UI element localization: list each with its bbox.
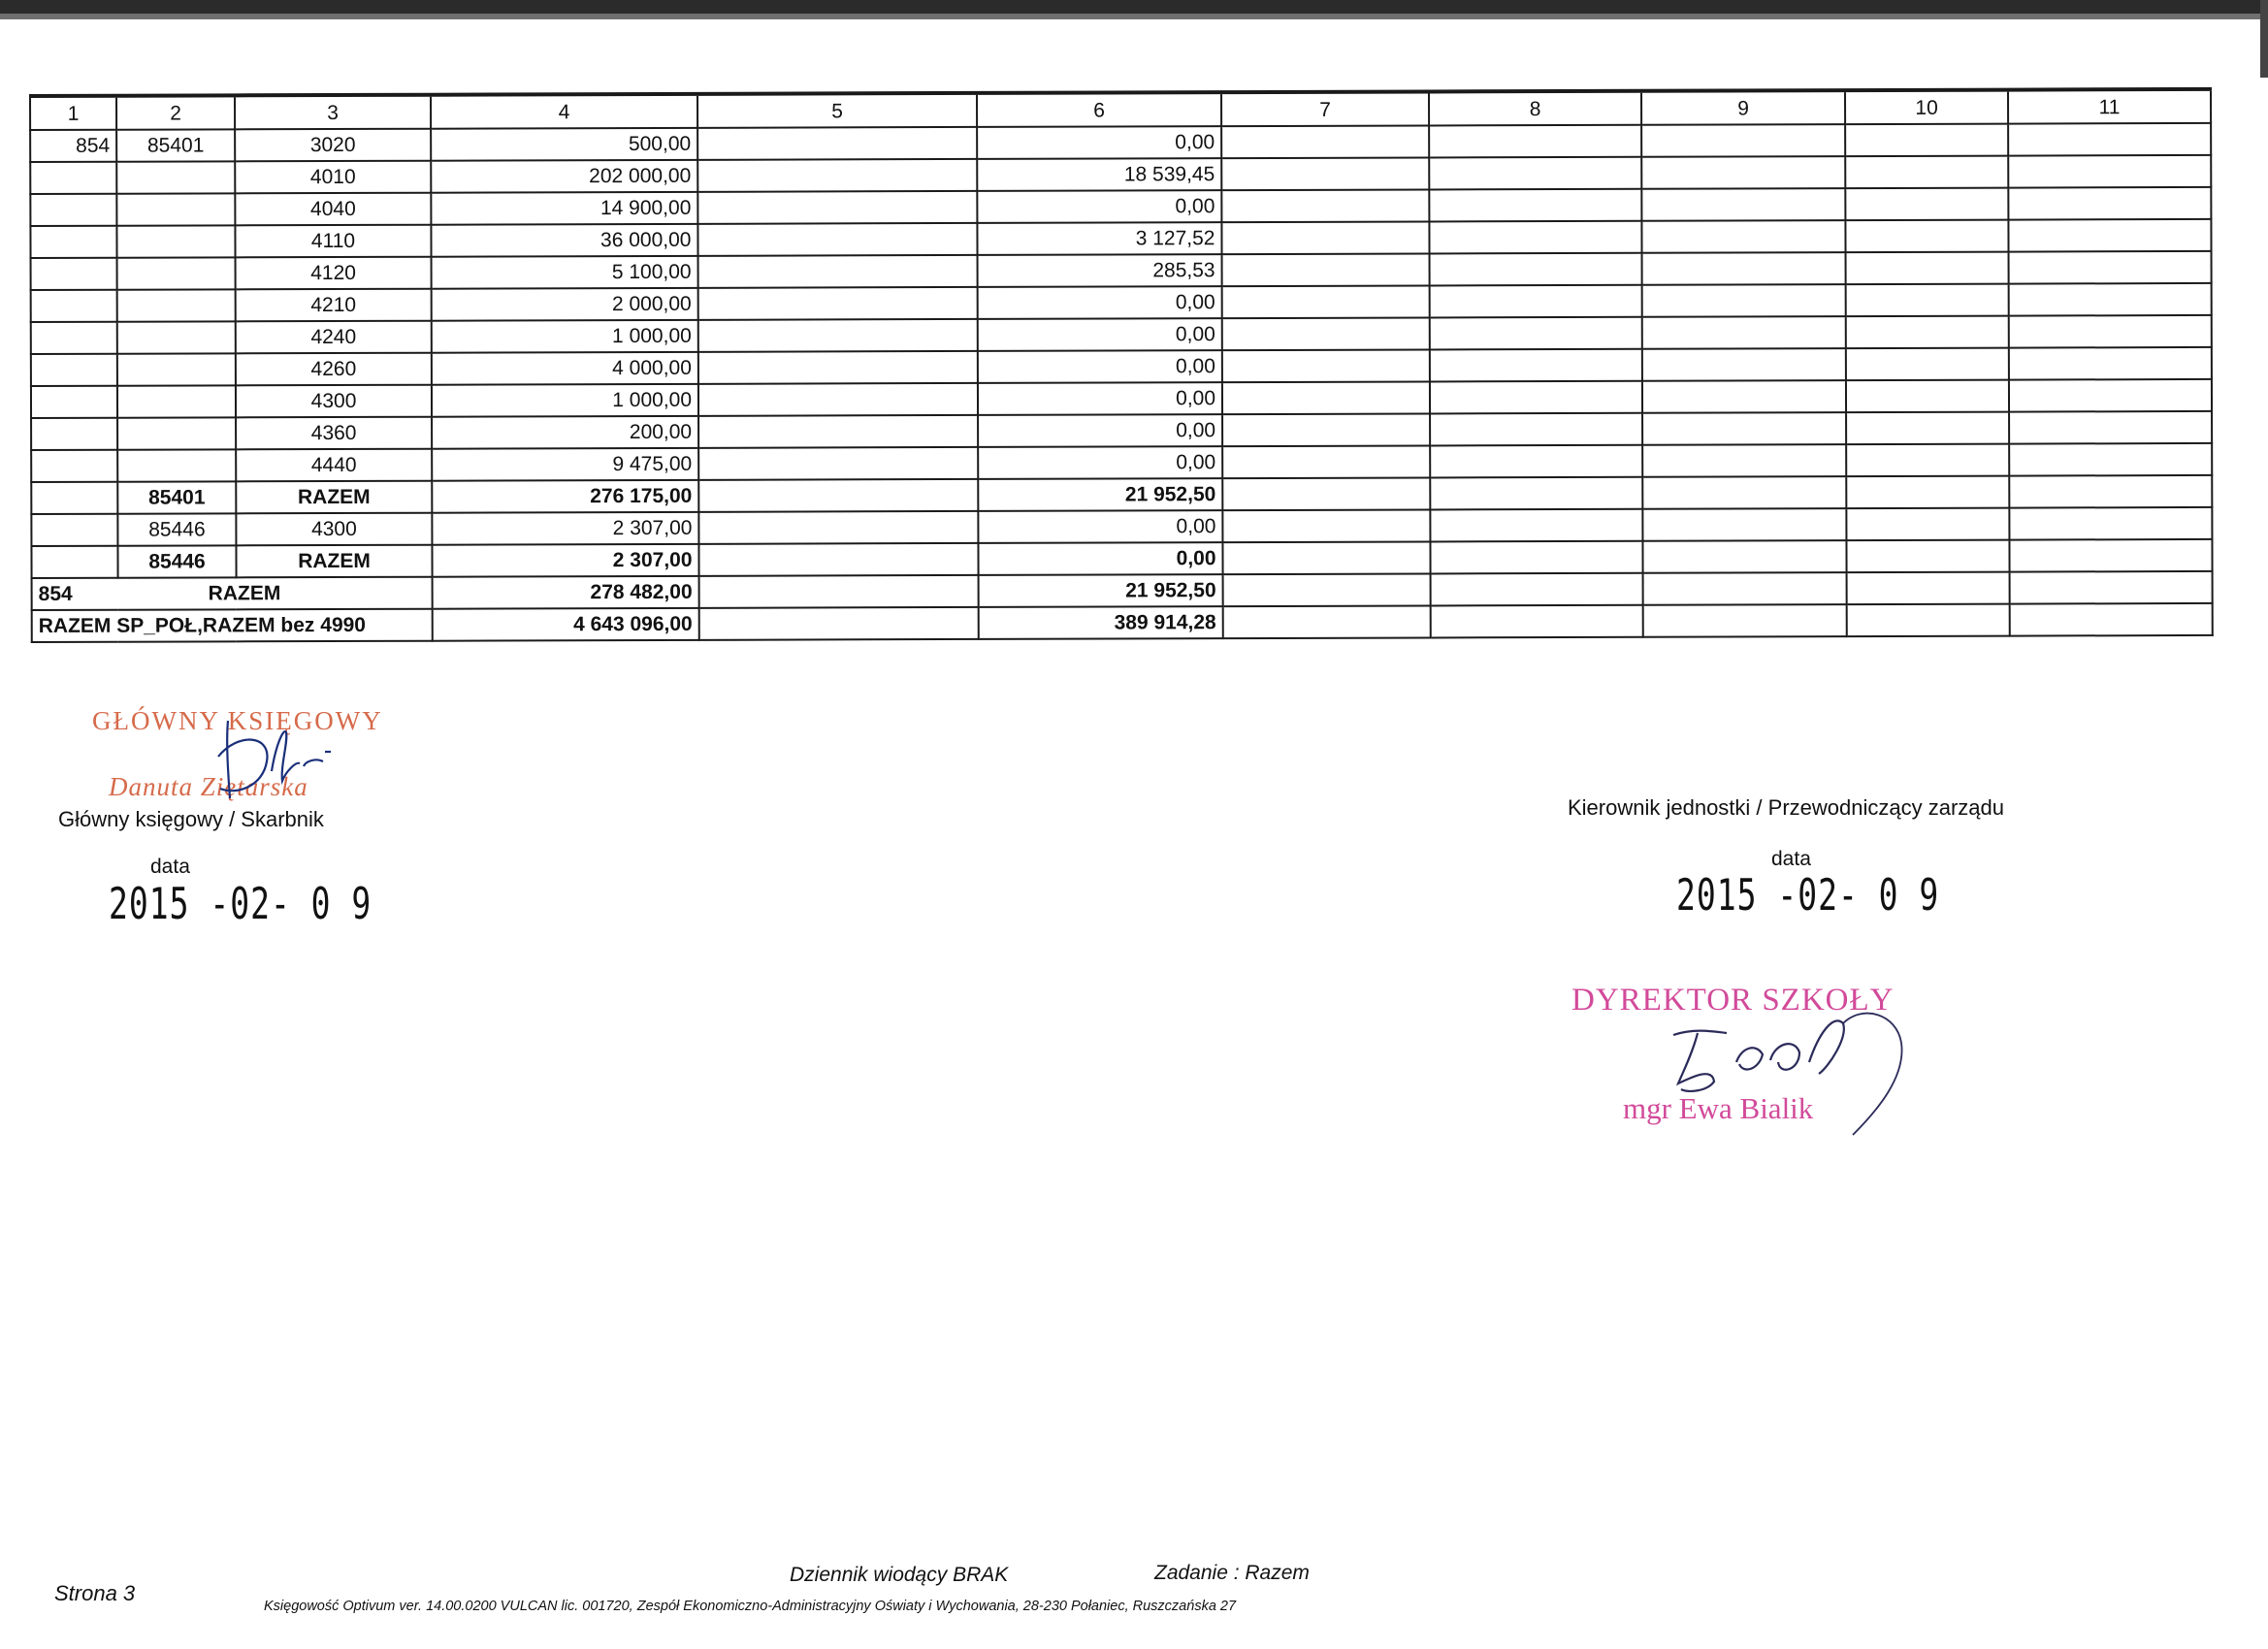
cell-empty bbox=[1430, 349, 1642, 382]
cell-empty bbox=[1642, 348, 1846, 381]
cell-empty bbox=[1430, 285, 1642, 318]
scan-edge-top-shadow bbox=[0, 14, 2268, 19]
cell-dzial bbox=[30, 194, 116, 226]
cell-rozdzial bbox=[117, 385, 236, 417]
cell-col6-value: 0,00 bbox=[978, 446, 1222, 479]
cell-empty bbox=[1430, 413, 1642, 446]
cell-empty bbox=[1846, 476, 2009, 509]
cell-empty bbox=[1430, 317, 1642, 350]
task-info: Zadanie : Razem bbox=[1154, 1562, 1310, 1584]
cell-empty bbox=[1222, 349, 1430, 382]
cell-empty bbox=[1429, 157, 1641, 190]
scan-edge-right bbox=[2260, 0, 2268, 78]
cell-empty bbox=[1221, 157, 1429, 190]
cell-empty bbox=[1846, 284, 2009, 317]
cell-empty bbox=[1222, 413, 1430, 446]
cell-empty bbox=[1642, 252, 1846, 285]
cell-empty bbox=[1846, 252, 2009, 285]
cell-col6-value: 0,00 bbox=[978, 414, 1222, 447]
cell-empty bbox=[1845, 156, 2008, 189]
director-signature bbox=[1654, 994, 1916, 1140]
col-header: 3 bbox=[235, 95, 431, 130]
col-header: 10 bbox=[1845, 90, 2008, 125]
cell-empty bbox=[1847, 572, 2010, 605]
cell-empty bbox=[1221, 189, 1429, 222]
cell-empty bbox=[1222, 285, 1430, 318]
cell-rozdzial: 85446 bbox=[117, 513, 236, 545]
cell-empty bbox=[2009, 347, 2212, 380]
cell-empty bbox=[1845, 124, 2008, 157]
cell-empty bbox=[698, 255, 978, 288]
cell-rozdzial: 85446 bbox=[117, 545, 236, 577]
cell-col4-value: 1 000,00 bbox=[432, 320, 698, 353]
cell-col4-value: 4 000,00 bbox=[432, 352, 698, 385]
cell-rozdzial bbox=[116, 161, 235, 193]
cell-empty bbox=[2009, 539, 2212, 572]
cell-empty bbox=[1223, 605, 1431, 638]
cell-empty bbox=[1642, 476, 1846, 509]
cell-col6-value: 0,00 bbox=[978, 350, 1222, 383]
cell-empty bbox=[697, 159, 977, 192]
cell-empty bbox=[2010, 603, 2213, 636]
software-info: Księgowość Optivum ver. 14.00.0200 VULCAN lic. 001720, Zespół Ekonomiczno-Administracyjny Oświaty i Wychowania, 28-230 Połaniec, Ruszczańska 27 bbox=[264, 1599, 1237, 1614]
cell-col4-value: 2 000,00 bbox=[432, 288, 698, 321]
cell-empty bbox=[1641, 156, 1845, 189]
chief-accountant-stamp-title: GŁÓWNY KSIĘGOWY bbox=[92, 706, 383, 735]
cell-paragraf: 4260 bbox=[236, 353, 432, 386]
cell-col6-value: 18 539,45 bbox=[977, 158, 1221, 191]
cell-paragraf: 4120 bbox=[236, 257, 432, 290]
cell-col4-value: 500,00 bbox=[431, 128, 697, 161]
cell-empty bbox=[698, 511, 978, 544]
cell-empty bbox=[1847, 604, 2010, 637]
total-854-label-cell bbox=[32, 577, 433, 610]
col-header: 1 bbox=[30, 96, 116, 130]
cell-empty bbox=[698, 383, 978, 416]
cell-empty bbox=[1222, 509, 1430, 542]
cell-paragraf: RAZEM bbox=[236, 545, 432, 578]
cell-dzial bbox=[31, 386, 117, 418]
cell-empty bbox=[699, 575, 979, 608]
total-854-col6: 21 952,50 bbox=[979, 574, 1223, 607]
cell-empty bbox=[1846, 316, 2009, 349]
cell-dzial bbox=[31, 418, 117, 450]
cell-col4-value: 2 307,00 bbox=[432, 512, 698, 545]
cell-empty bbox=[2009, 251, 2212, 284]
cell-paragraf: 3020 bbox=[235, 129, 431, 162]
cell-col4-value: 14 900,00 bbox=[431, 192, 697, 225]
cell-paragraf: RAZEM bbox=[236, 481, 432, 514]
cell-empty bbox=[1641, 124, 1845, 157]
cell-dzial bbox=[31, 514, 117, 546]
grand-total-col6: 389 914,28 bbox=[979, 606, 1223, 639]
cell-empty bbox=[2008, 187, 2211, 220]
cell-col6-value: 0,00 bbox=[978, 286, 1222, 319]
total-854-dzial: 854 bbox=[38, 582, 73, 605]
cell-empty bbox=[697, 191, 977, 224]
col-header: 2 bbox=[116, 95, 235, 129]
cell-col4-value: 36 000,00 bbox=[431, 224, 697, 257]
cell-empty bbox=[1430, 445, 1642, 478]
cell-paragraf: 4210 bbox=[236, 289, 432, 322]
col-header: 11 bbox=[2008, 89, 2211, 124]
cell-col4-value: 202 000,00 bbox=[431, 160, 697, 193]
cell-empty bbox=[2009, 507, 2212, 540]
cell-empty bbox=[2009, 315, 2212, 348]
chief-accountant-stamp-name: Danuta Ziętarska bbox=[109, 772, 308, 801]
cell-empty bbox=[697, 223, 977, 256]
cell-col4-value: 276 175,00 bbox=[432, 480, 698, 513]
cell-dzial bbox=[30, 226, 116, 258]
left-date-stamp: 2015 -02- 0 9 bbox=[109, 878, 373, 929]
cell-empty bbox=[1642, 540, 1846, 573]
cell-paragraf: 4110 bbox=[235, 225, 431, 258]
cell-empty bbox=[1222, 445, 1430, 478]
cell-paragraf: 4360 bbox=[236, 417, 432, 450]
grand-total-label: RAZEM SP_POŁ,RAZEM bez 4990 bbox=[32, 609, 433, 642]
cell-empty bbox=[1431, 605, 1643, 638]
cell-empty bbox=[2010, 571, 2213, 604]
cell-empty bbox=[1642, 284, 1846, 317]
chief-accountant-label: Główny księgowy / Skarbnik bbox=[58, 807, 324, 831]
cell-empty bbox=[1846, 444, 2009, 477]
cell-paragraf: 4040 bbox=[235, 193, 431, 226]
cell-dzial bbox=[31, 354, 117, 386]
cell-col4-value: 2 307,00 bbox=[432, 544, 698, 577]
cell-empty bbox=[698, 319, 978, 352]
cell-empty bbox=[2008, 155, 2211, 188]
total-854-col4: 278 482,00 bbox=[433, 576, 699, 609]
cell-col6-value: 0,00 bbox=[977, 126, 1221, 159]
cell-empty bbox=[1846, 508, 2009, 541]
cell-col6-value: 0,00 bbox=[978, 318, 1222, 351]
cell-empty bbox=[1846, 348, 2009, 381]
cell-rozdzial bbox=[117, 449, 236, 481]
cell-dzial bbox=[31, 290, 117, 322]
cell-empty bbox=[1642, 508, 1846, 541]
cell-empty bbox=[1429, 221, 1641, 254]
cell-empty bbox=[1642, 412, 1846, 445]
cell-col6-value: 0,00 bbox=[978, 542, 1222, 575]
col-header: 4 bbox=[431, 94, 697, 129]
cell-empty bbox=[1431, 573, 1643, 606]
cell-col6-value: 3 127,52 bbox=[977, 222, 1221, 255]
cell-empty bbox=[1222, 541, 1430, 574]
cell-col6-value: 0,00 bbox=[978, 382, 1222, 415]
cell-paragraf: 4440 bbox=[236, 449, 432, 482]
cell-empty bbox=[1429, 189, 1641, 222]
cell-dzial bbox=[31, 258, 117, 290]
expense-table bbox=[29, 87, 2214, 643]
cell-empty bbox=[2009, 379, 2212, 412]
cell-paragraf: 4240 bbox=[236, 321, 432, 354]
cell-dzial bbox=[31, 546, 117, 578]
director-stamp-name: mgr Ewa Bialik bbox=[1623, 1091, 1814, 1125]
col-header: 9 bbox=[1641, 90, 1845, 125]
cell-rozdzial bbox=[116, 193, 235, 225]
cell-dzial bbox=[31, 450, 117, 482]
cell-empty bbox=[698, 543, 978, 576]
cell-col4-value: 5 100,00 bbox=[432, 256, 698, 289]
grand-total-col4: 4 643 096,00 bbox=[433, 608, 699, 641]
cell-rozdzial bbox=[117, 353, 236, 385]
right-date-label: data bbox=[1771, 848, 1811, 870]
cell-col6-value: 0,00 bbox=[978, 510, 1222, 543]
cell-dzial: 854 bbox=[30, 130, 116, 162]
cell-col6-value: 0,00 bbox=[977, 190, 1221, 223]
cell-empty bbox=[699, 607, 979, 640]
right-date-stamp: 2015 -02- 0 9 bbox=[1676, 869, 1940, 921]
cell-rozdzial: 85401 bbox=[117, 481, 236, 513]
cell-col4-value: 1 000,00 bbox=[432, 384, 698, 417]
cell-col6-value: 285,53 bbox=[978, 254, 1222, 287]
scan-edge-top bbox=[0, 0, 2268, 14]
cell-empty bbox=[1222, 477, 1430, 510]
cell-rozdzial bbox=[117, 321, 236, 353]
cell-empty bbox=[1223, 573, 1431, 606]
cell-empty bbox=[1430, 541, 1642, 574]
cell-rozdzial bbox=[117, 289, 236, 321]
cell-empty bbox=[1222, 253, 1430, 286]
cell-dzial bbox=[30, 162, 116, 194]
cell-empty bbox=[1429, 125, 1641, 158]
cell-empty bbox=[698, 351, 978, 384]
page-number: Strona 3 bbox=[54, 1581, 136, 1605]
cell-empty bbox=[1430, 253, 1642, 286]
cell-empty bbox=[2009, 443, 2212, 476]
cell-empty bbox=[2009, 411, 2212, 444]
total-854-razem: RAZEM bbox=[208, 582, 281, 605]
col-header: 6 bbox=[977, 92, 1221, 127]
cell-empty bbox=[1642, 316, 1846, 349]
cell-empty bbox=[2008, 219, 2211, 252]
journal-info: Dziennik wiodący BRAK bbox=[790, 1564, 1009, 1586]
head-of-unit-label: Kierownik jednostki / Przewodniczący zarządu bbox=[1568, 795, 2004, 820]
cell-dzial bbox=[31, 482, 117, 514]
cell-empty bbox=[2008, 123, 2211, 156]
col-header: 5 bbox=[697, 93, 977, 128]
cell-empty bbox=[1430, 381, 1642, 414]
cell-empty bbox=[1846, 412, 2009, 445]
cell-empty bbox=[1642, 380, 1846, 413]
cell-empty bbox=[1221, 221, 1429, 254]
cell-paragraf: 4300 bbox=[236, 513, 432, 546]
director-stamp-title: DYREKTOR SZKOŁY bbox=[1571, 983, 1895, 1018]
cell-rozdzial bbox=[116, 225, 235, 257]
cell-empty bbox=[2009, 475, 2212, 508]
cell-empty bbox=[1641, 220, 1845, 253]
cell-empty bbox=[698, 415, 978, 448]
cell-empty bbox=[1222, 317, 1430, 350]
table-body bbox=[30, 89, 2213, 642]
col-header: 8 bbox=[1429, 91, 1641, 126]
cell-paragraf: 4010 bbox=[235, 161, 431, 194]
cell-col6-value: 21 952,50 bbox=[978, 478, 1222, 511]
cell-empty bbox=[698, 447, 978, 480]
cell-empty bbox=[1643, 572, 1847, 605]
cell-col4-value: 9 475,00 bbox=[432, 448, 698, 481]
col-header: 7 bbox=[1221, 91, 1429, 126]
table-row-grand-total bbox=[32, 603, 2213, 642]
cell-empty bbox=[698, 479, 978, 512]
cell-dzial bbox=[31, 322, 117, 354]
cell-paragraf: 4300 bbox=[236, 385, 432, 418]
cell-empty bbox=[1845, 220, 2008, 253]
cell-empty bbox=[1845, 188, 2008, 221]
cell-empty bbox=[2009, 283, 2212, 316]
cell-empty bbox=[1846, 380, 2009, 413]
cell-rozdzial: 85401 bbox=[116, 129, 235, 161]
left-date-label: data bbox=[150, 856, 190, 878]
cell-rozdzial bbox=[117, 417, 236, 449]
cell-rozdzial bbox=[117, 257, 236, 289]
cell-col4-value: 200,00 bbox=[432, 416, 698, 449]
chief-accountant-signature bbox=[179, 713, 364, 805]
cell-empty bbox=[1643, 604, 1847, 637]
cell-empty bbox=[1642, 444, 1846, 477]
cell-empty bbox=[1430, 509, 1642, 542]
cell-empty bbox=[1641, 188, 1845, 221]
cell-empty bbox=[1222, 381, 1430, 414]
cell-empty bbox=[1430, 477, 1642, 510]
cell-empty bbox=[1846, 540, 2009, 573]
cell-empty bbox=[1221, 125, 1429, 158]
cell-empty bbox=[697, 127, 977, 160]
cell-empty bbox=[698, 287, 978, 320]
